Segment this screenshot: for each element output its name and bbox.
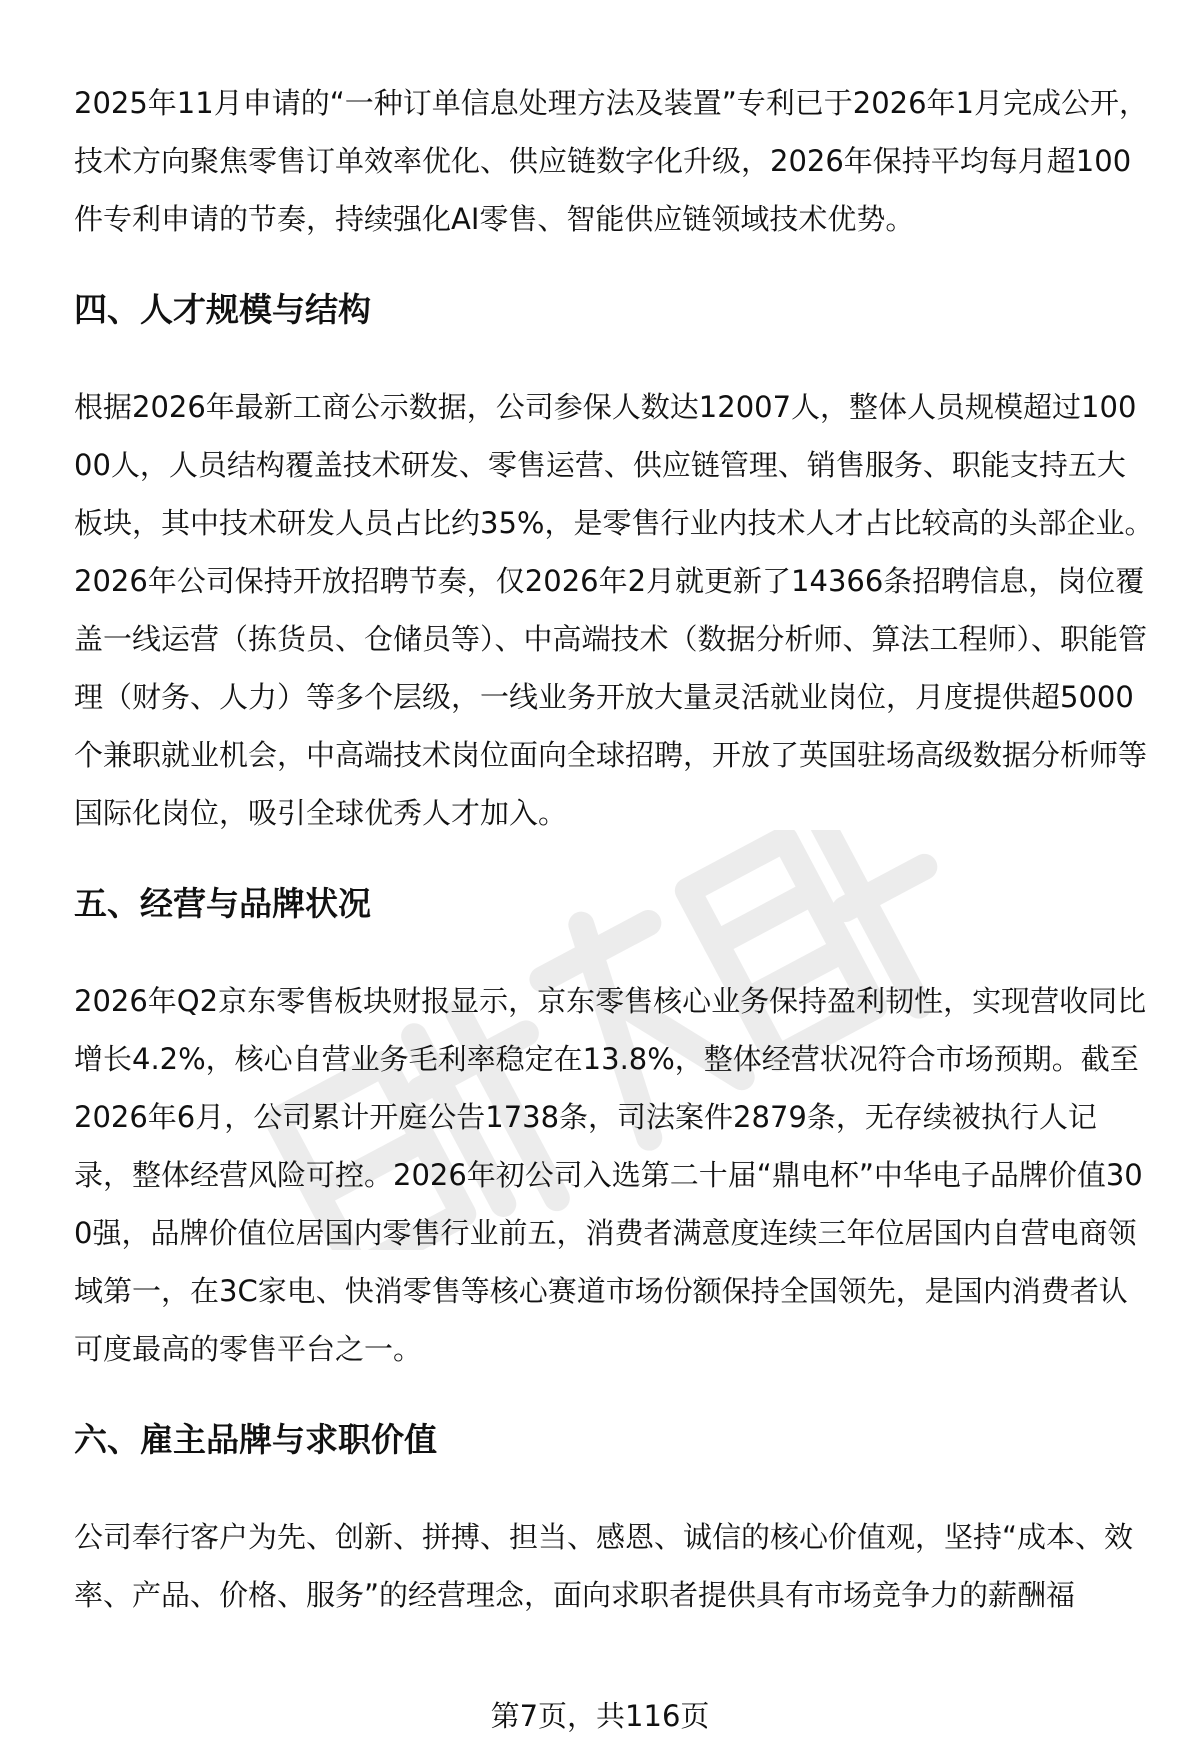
paragraph-patent: 2025年11月申请的“一种订单信息处理方法及装置”专利已于2026年1月完成公开，技术方向聚焦零售订单效率优化、供应链数字化升级，2026年保持平均每月超100件专利申请的节奏，持续强化AI零售、智能供应链领域技术优势。 bbox=[74, 86, 1149, 236]
section-heading-operations: 五、经营与品牌状况 bbox=[74, 884, 371, 923]
section-heading-talent: 四、人才规模与结构 bbox=[74, 290, 371, 329]
document-body bbox=[74, 74, 1154, 1624]
paragraph-employer-brand: 公司奉行客户为先、创新、拼搏、担当、感恩、诚信的核心价值观，坚持“成本、效率、产品、价格、服务”的经营理念，面向求职者提供具有市场竞争力的薪酬福 bbox=[74, 1520, 1134, 1612]
section-heading-employer-brand: 六、雇主品牌与求职价值 bbox=[74, 1420, 437, 1459]
paragraph-operations: 2026年Q2京东零售板块财报显示，京东零售核心业务保持盈利韧性，实现营收同比增长4.2%，核心自营业务毛利率稳定在13.8%，整体经营状况符合市场预期。截至2026年6月，公司累计开庭公告1738条，司法案件2879条，无存续被执行人记录，整体经营风险可控。2026年初公司入选第二十届“鼎电杯”中华电子品牌价值300强，品牌价值位居国内零售行业前五，消费者满意度连续三年位居国内自营电商领域第一，在3C家电、快消零售等核心赛道市场份额保持全国领先，是国内消费者认可度最高的零售平台之一。 bbox=[74, 984, 1147, 1366]
page-number: 第7页，共116页 bbox=[490, 1699, 710, 1733]
paragraph-talent: 根据2026年最新工商公示数据，公司参保人数达12007人，整体人员规模超过10000人，人员结构覆盖技术研发、零售运营、供应链管理、销售服务、职能支持五大板块，其中技术研发人员占比约35%，是零售行业内技术人才占比较高的头部企业。2026年公司保持开放招聘节奏，仅2026年2月就更新了14366条招聘信息，岗位覆盖一线运营（拣货员、仓储员等）、中高端技术（数据分析师、算法工程师）、职能管理（财务、人力）等多个层级，一线业务开放大量灵活就业岗位，月度提供超5000个兼职就业机会，中高端技术岗位面向全球招聘，开放了英国驻场高级数据分析师等国际化岗位，吸引全球优秀人才加入。 bbox=[74, 390, 1154, 830]
